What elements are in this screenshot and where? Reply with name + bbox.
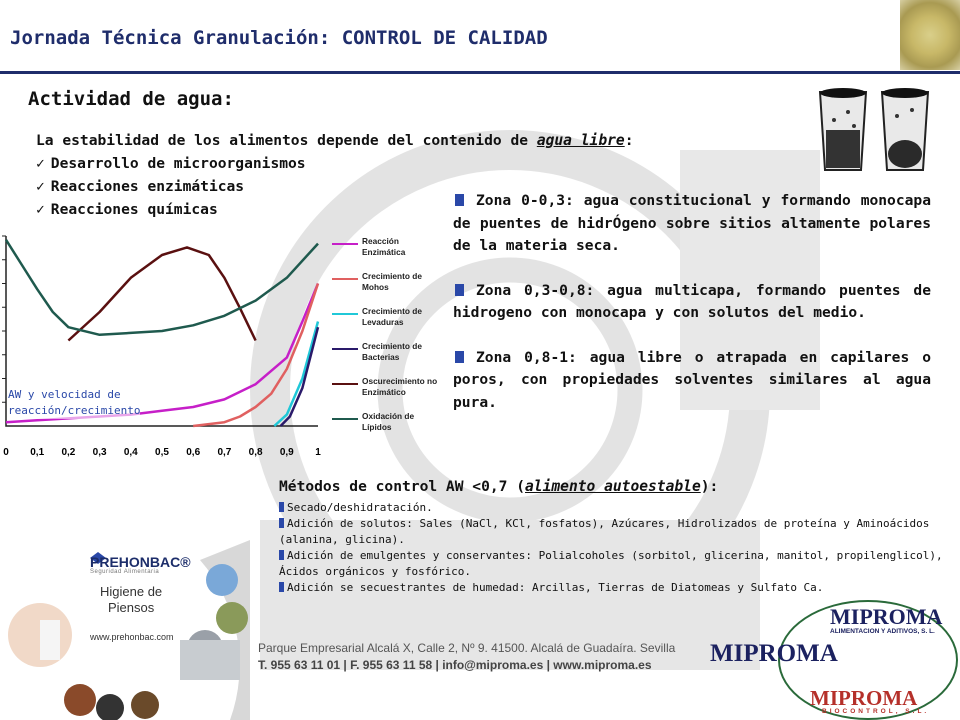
legend-swatch: [332, 313, 358, 315]
series-line: [68, 247, 255, 340]
intro-emphasis: agua libre: [536, 132, 625, 149]
bullet-square-icon: [455, 351, 464, 363]
bullet-square-icon: [455, 194, 464, 206]
series-line: [193, 284, 318, 427]
miproma-logo-top-subtitle: ALIMENTACION Y ADITIVOS, S. L.: [830, 628, 935, 635]
x-tick-label: 0,8: [248, 447, 263, 458]
ad-brand: PREHONBAC®: [90, 554, 191, 570]
bullet-square-icon: [279, 518, 284, 528]
ad-headline-line: Higiene de: [100, 584, 163, 599]
x-tick-label: 0,9: [279, 447, 294, 458]
ad-headline-line: Piensos: [107, 600, 155, 615]
legend-item: [332, 236, 442, 271]
zone-text: Zona 0,3-0,8: agua multicapa, formando puentes de hidrogeno con monocapa y con solutos del medio.: [453, 281, 931, 321]
legend-label: Oscurecimiento no Enzimático: [362, 376, 438, 397]
zone-item: [453, 190, 931, 258]
water-vs-food-beakers-image: [812, 82, 942, 182]
section-title: Actividad de agua:: [28, 88, 234, 110]
legend-item: [332, 306, 442, 341]
legend-item: [332, 341, 442, 376]
x-tick-label: 0,1: [30, 447, 45, 458]
check-item: ✓ Desarrollo de microorganismos: [36, 152, 306, 175]
legend-label: Oxidación de Lípidos: [362, 411, 415, 432]
legend-swatch: [332, 278, 358, 280]
zone-item: [453, 280, 931, 325]
x-tick-label: 0,6: [186, 447, 201, 458]
x-tick-label: 0,2: [61, 447, 76, 458]
miproma-logo-top: MIPROMA: [830, 604, 943, 629]
method-item: [279, 516, 949, 548]
bullet-square-icon: [279, 550, 284, 560]
method-text: Adición de solutos: Sales (NaCl, KCl, fosfatos), Azúcares, Hidrolizados de proteína y Aminoácidos (alanina, glicina).: [279, 517, 930, 546]
legend-item: [332, 271, 442, 306]
legend-label: Crecimiento de Mohos: [362, 271, 422, 292]
methods-title-before: Métodos de control AW <0,7 (: [279, 478, 526, 495]
zone-item: [453, 347, 931, 415]
intro-text-before: La estabilidad de los alimentos depende del contenido de: [36, 132, 537, 149]
ad-subtitle: Seguridad Alimentaria: [90, 569, 160, 575]
legend-label: Crecimiento de Levaduras: [362, 306, 422, 327]
methods-title-after: ):: [700, 478, 719, 495]
method-text: Secado/deshidratación.: [287, 501, 433, 514]
method-text: Adición de emulgentes y conservantes: Polialcoholes (sorbitol, glicerina, manitol, propilenglicol), Ácidos orgánicos y fosfórico.: [279, 549, 943, 578]
x-tick-label: 0: [3, 447, 9, 458]
bullet-square-icon: [279, 582, 284, 592]
x-tick-label: 0,4: [123, 447, 138, 458]
check-item: ✓ Reacciones enzimáticas: [36, 175, 306, 198]
x-tick-label: 0,7: [217, 447, 232, 458]
legend-swatch: [332, 383, 358, 385]
methods-title-emphasis: alimento autoestable: [525, 478, 701, 495]
miproma-logo-bottom: MIPROMA: [810, 686, 918, 710]
zone-text: Zona 0,8-1: agua libre o atrapada en capilares o poros, con propiedades solventes similares al agua pura.: [453, 348, 931, 411]
intro-text: [36, 130, 633, 153]
method-text: Adición se secuestrantes de humedad: Arcillas, Tierras de Diatomeas y Sulfato Ca.: [287, 581, 824, 594]
legend-label: Reacción Enzimática: [362, 236, 406, 257]
methods-title: [279, 478, 949, 495]
method-item: [279, 580, 949, 596]
chart-legend: [332, 236, 442, 446]
water-activity-chart: [0, 228, 330, 464]
legend-swatch: [332, 418, 358, 420]
zones-list: [453, 190, 931, 436]
chart-note: [8, 387, 140, 419]
granules-photo: [900, 0, 960, 70]
footer-address-line: Parque Empresarial Alcalá X, Calle 2, Nº 9. 41500. Alcalá de Guadaíra. Sevilla: [258, 641, 676, 655]
ad-headline: [100, 584, 162, 616]
miproma-logo-bottom-subtitle: BIOCONTROL, S.L.: [822, 708, 930, 715]
method-item: [279, 500, 949, 516]
legend-swatch: [332, 348, 358, 350]
methods-list: [279, 500, 949, 596]
check-list: [36, 152, 306, 221]
chart-note-line: reacción/crecimiento: [8, 404, 141, 417]
x-tick-label: 0,3: [92, 447, 107, 458]
header-divider: [0, 71, 960, 74]
zone-text: Zona 0-0,3: agua constitucional y formando monocapa de puentes de hidrÓgeno sobre sitios altamente polares de la materia seca.: [453, 192, 931, 254]
legend-label: Crecimiento de Bacterias: [362, 341, 422, 362]
miproma-logo-middle: MIPROMA: [710, 640, 838, 667]
legend-swatch: [332, 243, 358, 245]
control-methods: [279, 478, 949, 596]
method-item: [279, 548, 949, 580]
x-tick-label: 1: [315, 447, 321, 458]
header-title: Jornada Técnica Granulación: CONTROL DE CALIDAD: [10, 27, 548, 49]
footer-contact-line: T. 955 63 11 01 | F. 955 63 11 58 | info@miproma.es | www.miproma.es: [258, 658, 652, 672]
legend-item: [332, 411, 442, 446]
ad-website: www.prehonbac.com: [90, 632, 174, 642]
legend-item: [332, 376, 442, 411]
bullet-square-icon: [279, 502, 284, 512]
footer-address: [258, 640, 675, 674]
intro-text-after: :: [624, 132, 634, 149]
check-item: ✓ Reacciones químicas: [36, 198, 306, 221]
chart-note-line: AW y velocidad de: [8, 388, 121, 401]
x-tick-label: 0,5: [155, 447, 169, 458]
bullet-square-icon: [455, 284, 464, 296]
